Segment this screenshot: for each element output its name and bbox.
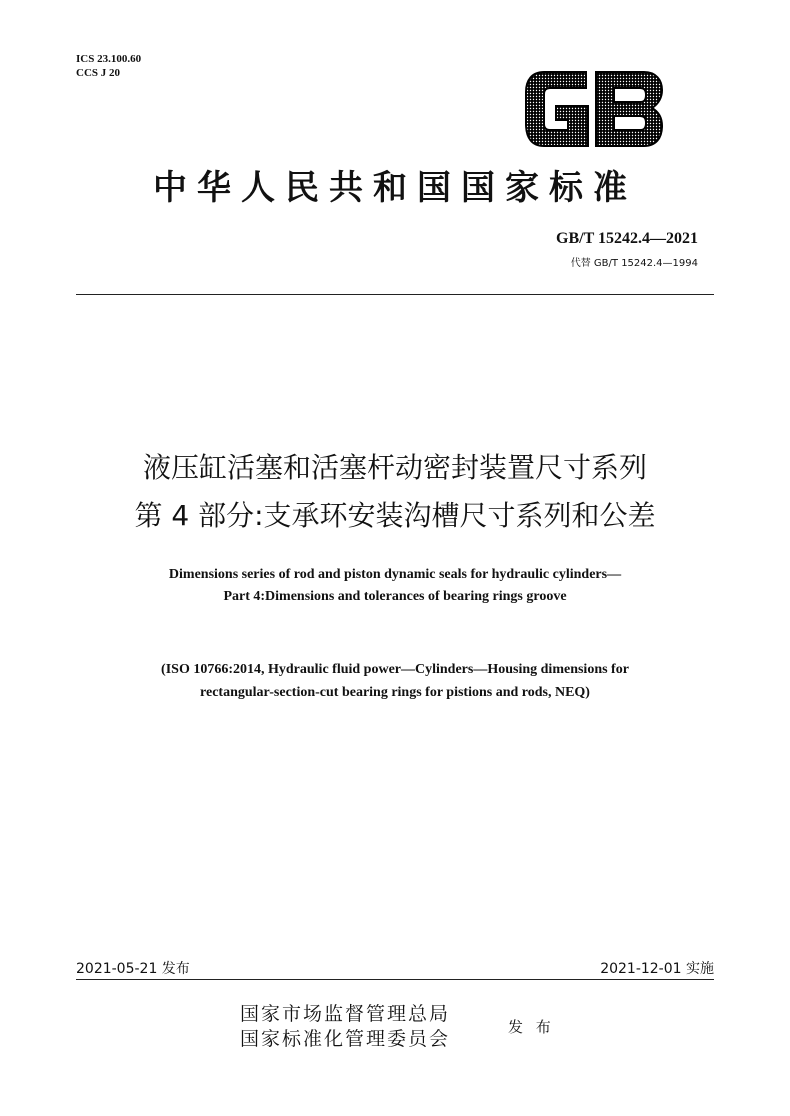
chinese-title-line-2: 第 4 部分:支承环安装沟槽尺寸系列和公差: [134, 499, 656, 532]
gb-logo: [520, 62, 666, 154]
standard-code-block: [556, 230, 698, 269]
ics-code: ICS 23.100.60: [76, 53, 142, 65]
english-title-line-2: Part 4:Dimensions and tolerances of bearing rings groove: [223, 589, 567, 604]
implementation-date: 2021-12-01 实施: [600, 961, 714, 977]
bottom-divider: [76, 979, 714, 980]
publishing-authorities: [240, 1002, 450, 1052]
english-title-line-1: Dimensions series of rod and piston dynamic seals for hydraulic cylinders—: [168, 567, 622, 582]
ccs-code: CCS J 20: [76, 67, 121, 79]
classification-codes: [76, 52, 141, 80]
logo-letter-b: [596, 72, 662, 146]
national-standard-title: 中华人民共和国国家标准: [153, 168, 637, 208]
top-divider: [76, 294, 714, 295]
replaces-standard: 代替 GB/T 15242.4—1994: [570, 258, 698, 269]
publish-label: 发 布: [508, 1018, 555, 1036]
iso-reference-line-1: (ISO 10766:2014, Hydraulic fluid power—Cylinders—Housing dimensions for: [161, 662, 629, 677]
english-title: [0, 564, 790, 608]
publisher-sac: 国家标准化管理委员会: [240, 1028, 451, 1050]
chinese-title-line-1: 液压缸活塞和活塞杆动密封装置尺寸系列: [142, 451, 647, 484]
issue-date: 2021-05-21 发布: [76, 961, 190, 977]
iso-reference: [0, 658, 790, 704]
publisher-samr: 国家市场监督管理总局: [240, 1003, 451, 1025]
chinese-title: [0, 444, 790, 540]
standard-number: GB/T 15242.4—2021: [556, 230, 698, 247]
iso-reference-line-2: rectangular-section-cut bearing rings for pistions and rods, NEQ): [200, 685, 590, 700]
logo-letter-g: [526, 72, 588, 146]
